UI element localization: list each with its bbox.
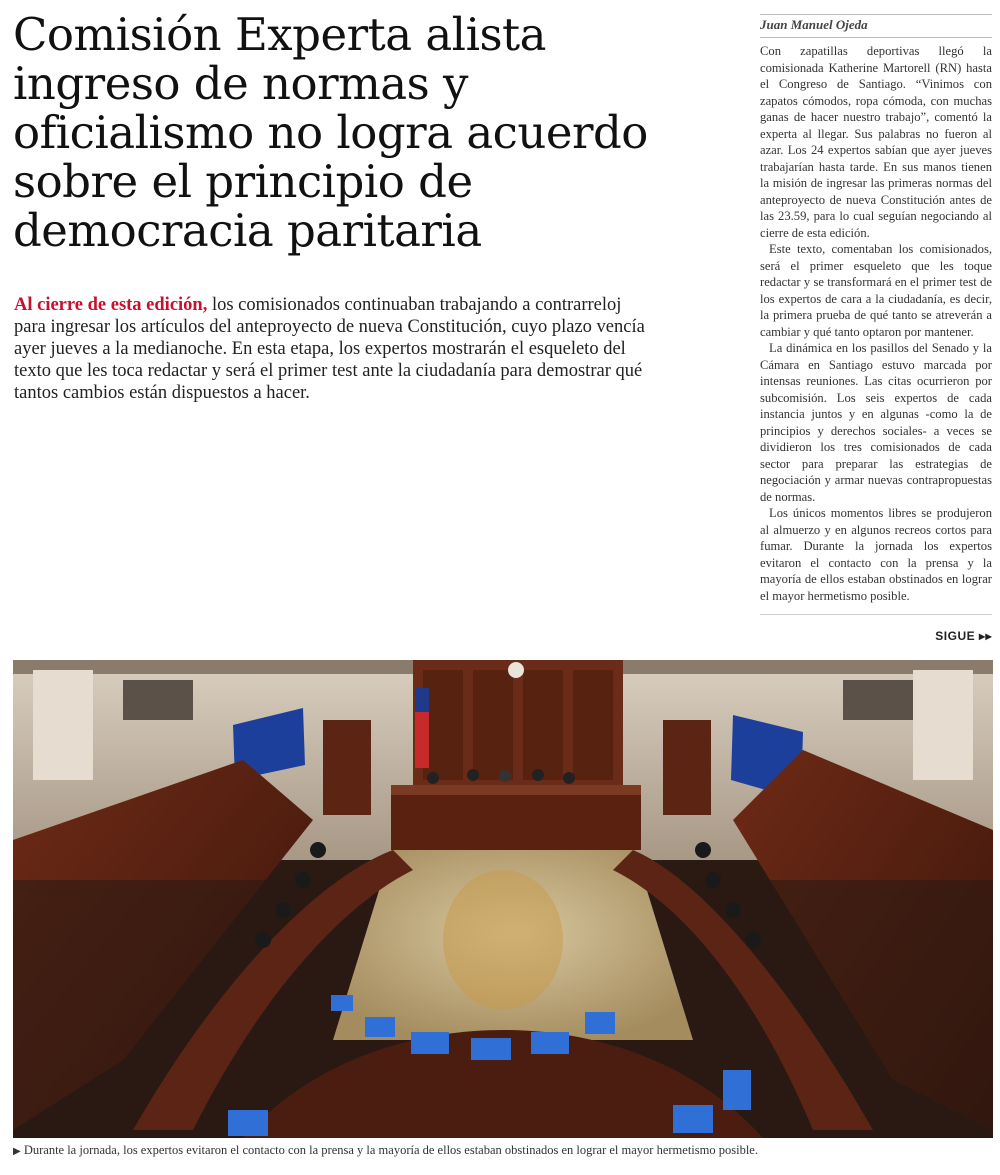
headline: Comisión Experta alista ingreso de normas y oficialismo no logra acuerdo sobre el principio de democracia paritaria (13, 8, 648, 257)
column-bottom-rule (760, 614, 992, 615)
lead-kicker: Al cierre de esta edición, (14, 295, 208, 315)
photo-caption (13, 1143, 993, 1158)
chamber-photo (13, 660, 993, 1138)
body-paragraph: La dinámica en los pasillos del Senado y la Cámara en Santiago estuvo marcada por intensas reuniones. Las citas ocurrieron por subcomisión. Los seis expertos de cada instancia juntos y en algunas -como la de principios y derechos sociales- a veces se dividieron los tres comisionados de cada sector para preparar las estrategias de negociación y armar nuevas contrapropuestas de normas. (760, 341, 992, 504)
article-body (760, 43, 992, 604)
byline: Juan Manuel Ojeda (760, 17, 868, 32)
caption-arrow-icon: ▶ (13, 1146, 21, 1157)
lead-text: los comisionados continuaban trabajando a contrarreloj para ingresar los artículos del anteproyecto de nueva Constitución, cuyo plazo vencía ayer jueves a la medianoche. En esta etapa, los expertos mostrarán el esqueleto del texto que les toca redactar y será el primer test ante la ciudadanía para demostrar qué tantos cambios están dispuestos a hacer. (14, 295, 645, 403)
lead-paragraph (14, 294, 654, 404)
body-paragraph: Este texto, comentaban los comisionados, será el primer esqueleto que les toque redactar y se transformará en el primer test de los expertos de cara a la ciudadanía, es decir, la primera prueba de qué tanto se atreverán a cambiar y qué tanto optaron por mantener. (760, 242, 992, 339)
byline-top-rule (760, 14, 992, 15)
caption-text: Durante la jornada, los expertos evitaron el contacto con la prensa y la mayoría de ellos estaban obstinados en lograr el mayor hermetismo posible. (23, 1143, 758, 1157)
body-paragraph: Con zapatillas deportivas llegó la comisionada Katherine Martorell (RN) hasta el Congreso de Santiago. “Vinimos con zapatos cómodos, ropa cómoda, con muchas ganas de hacer nuestro trabajo”, comentó la experta al llegar. Sus palabras no fueron al azar. Los 24 expertos sabían que ayer jueves trabajarían hasta tarde. En sus manos tienen la misión de ingresar las primeras normas del anteproyecto de nueva Constitución antes de las 23.59, para lo cual seguían negociando al cierre de esta edición. (760, 44, 992, 240)
body-paragraph: Los únicos momentos libres se produjeron al almuerzo y en algunos recreos cortos para fumar. Durante la jornada los expertos evitaron el contacto con la prensa y la mayoría de ellos estaban obstinados en lograr el mayor hermetismo posible. (760, 506, 992, 603)
chamber-photo-illustration (13, 660, 993, 1138)
continue-link[interactable]: SIGUE ▸▸ (935, 629, 992, 643)
byline-bottom-rule (760, 37, 992, 38)
